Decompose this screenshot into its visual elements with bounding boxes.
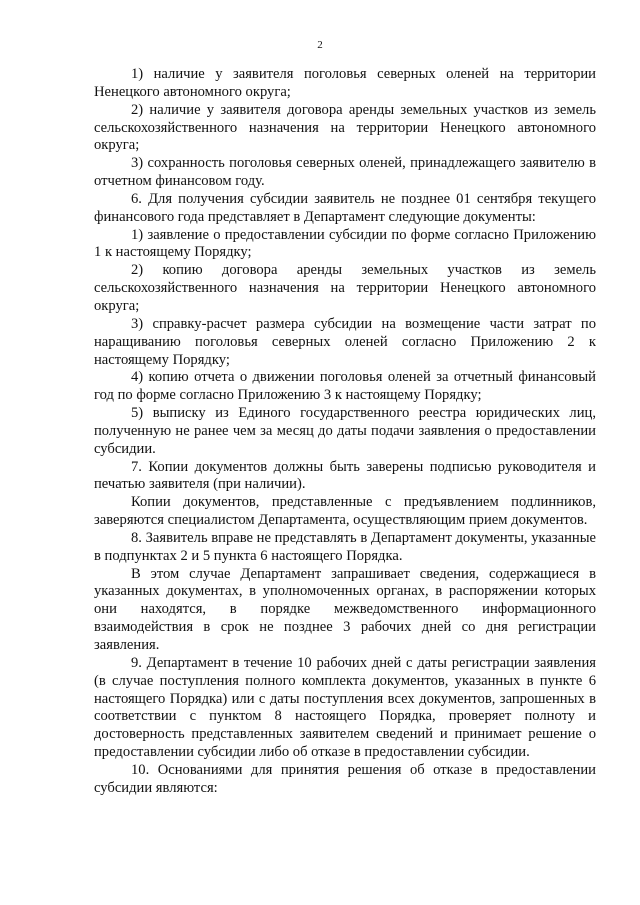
paragraph-item-6-2: 2) копию договора аренды земельных участков из земель сельскохозяйственного назначения на территории Ненецкого автономного округа; <box>94 262 596 314</box>
paragraph-item-6-4: 4) копию отчета о движении поголовья оленей за отчетный финансовый год по форме согласно Приложению 3 к настоящему Порядку; <box>94 369 596 404</box>
paragraph-item-7-copies: Копии документов, представленные с предъявлением подлинников, заверяются специалистом Департамента, осуществляющим прием документов. <box>94 494 596 529</box>
paragraph-item-9: 9. Департамент в течение 10 рабочих дней с даты регистрации заявления (в случае поступления полного комплекта документов, указанных в пункте 6 настоящего Порядка) или с даты поступления всех документов, запрошенных в соответствии с пунктом 8 настоящего Порядка, проверяет полноту и достоверность представленных заявителем сведений и принимает решение о предоставлении субсидии либо об отказе в предоставлении субсидии. <box>94 654 596 761</box>
page-number: 2 <box>317 39 323 51</box>
paragraph-item-6: 6. Для получения субсидии заявитель не позднее 01 сентября текущего финансового года представляет в Департамент следующие документы: <box>94 190 596 225</box>
document-body <box>94 66 596 798</box>
paragraph-condition-3: 3) сохранность поголовья северных оленей, принадлежащего заявителю в отчетном финансовом году. <box>94 155 596 190</box>
paragraph-item-8-request: В этом случае Департамент запрашивает сведения, содержащиеся в указанных документах, в уполномоченных органах, в распоряжении которых они находятся, в порядке межведомственного информационного взаимодействия в срок не позднее 3 рабочих дней со дня регистрации заявления. <box>94 565 596 653</box>
paragraph-condition-1: 1) наличие у заявителя поголовья северных оленей на территории Ненецкого автономного округа; <box>94 66 596 100</box>
paragraph-condition-2: 2) наличие у заявителя договора аренды земельных участков из земель сельскохозяйственного назначения на территории Ненецкого автономного округа; <box>94 101 596 154</box>
paragraph-item-8: 8. Заявитель вправе не представлять в Департамент документы, указанные в подпунктах 2 и 5 пункта 6 настоящего Порядка. <box>94 529 596 564</box>
paragraph-item-6-3: 3) справку-расчет размера субсидии на возмещение части затрат по наращиванию поголовья северных оленей согласно Приложению 2 к настоящему Порядку; <box>94 315 596 368</box>
paragraph-item-6-5: 5) выписку из Единого государственного реестра юридических лиц, полученную не ранее чем за месяц до даты подачи заявления о предоставлении субсидии. <box>94 405 596 457</box>
paragraph-item-10: 10. Основаниями для принятия решения об отказе в предоставлении субсидии являются: <box>94 761 596 796</box>
paragraph-item-6-1: 1) заявление о предоставлении субсидии по форме согласно Приложению 1 к настоящему Порядку; <box>94 226 596 261</box>
paragraph-item-7: 7. Копии документов должны быть заверены подписью руководителя и печатью заявителя (при наличии). <box>94 458 596 493</box>
